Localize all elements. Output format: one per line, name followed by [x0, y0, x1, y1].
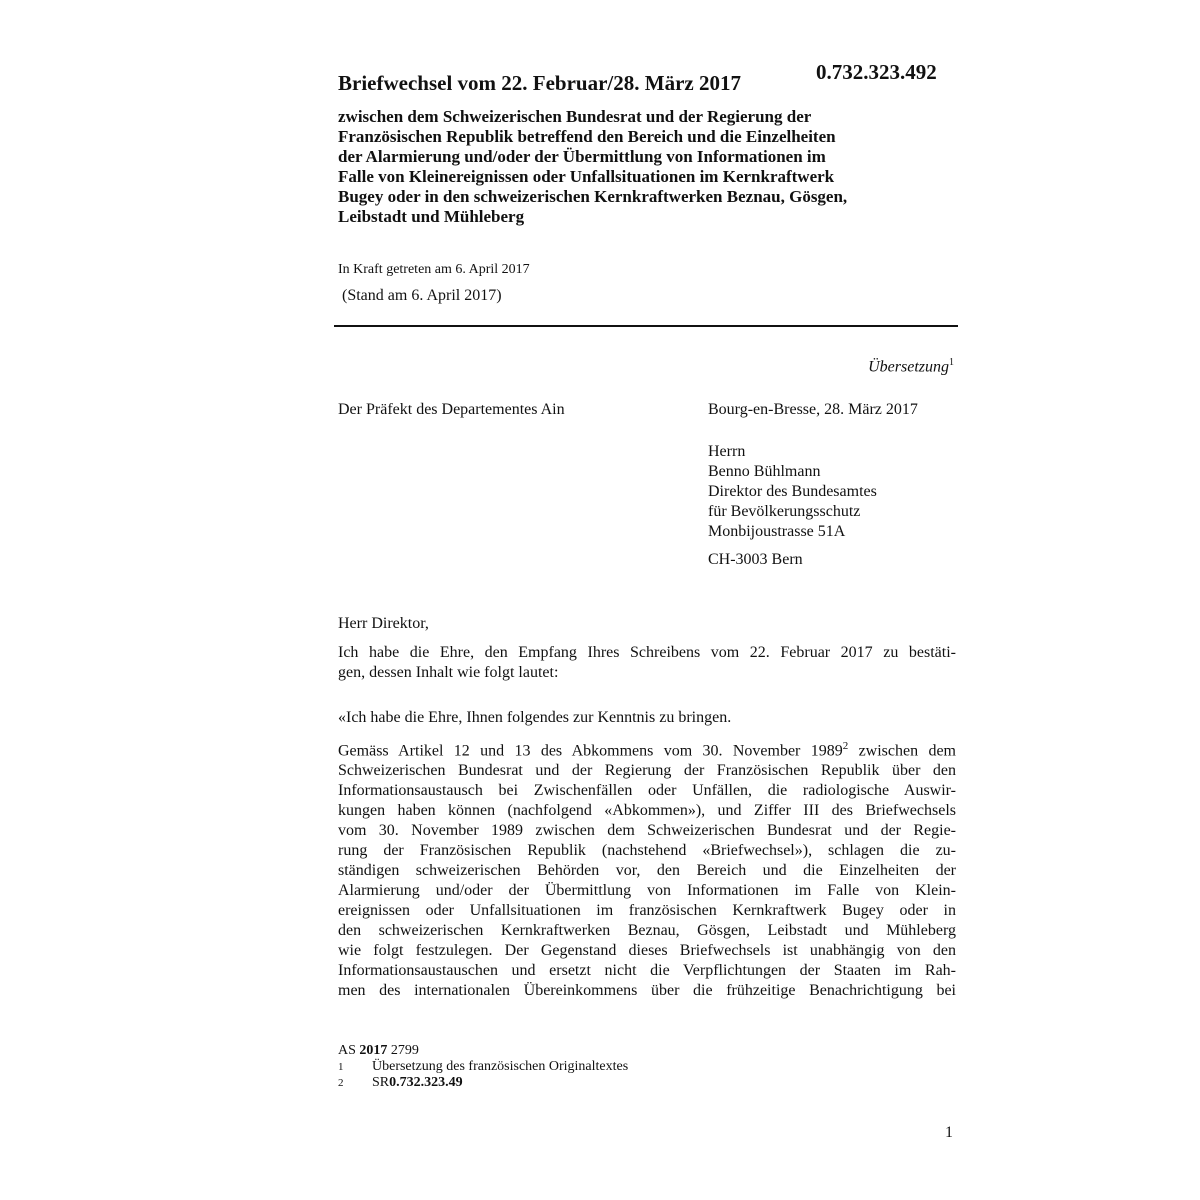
paragraph-line: ständigen schweizerischen Behörden vor, den Bereich und die Einzelheiten der	[338, 862, 956, 880]
official-collection-ref	[338, 1043, 628, 1059]
footnote-ref-1[interactable]: 1	[949, 357, 954, 368]
footnote-number: 2	[338, 1077, 344, 1089]
paragraph-line: rung der Französischen Republik (nachstehend «Briefwechsel»), schlagen die zu-	[338, 842, 956, 860]
paragraph-line	[338, 736, 956, 761]
footnote-text: SR	[372, 1075, 390, 1090]
footnote-1	[338, 1059, 628, 1075]
subtitle-line: der Alarmierung und/oder der Übermittlung von Informationen im	[338, 147, 826, 166]
recipient-line: für Bevölkerungsschutz	[708, 503, 861, 520]
translation-note	[868, 357, 954, 376]
footnote-ref-2[interactable]: 2	[842, 740, 849, 752]
paragraph-text: zwischen dem	[848, 742, 956, 760]
page-number: 1	[945, 1124, 953, 1141]
letter-sender: Der Präfekt des Departementes Ain	[338, 401, 565, 418]
paragraph-line: Informationsaustausch bei Zwischenfällen oder Unfällen, die radiologische Auswir-	[338, 782, 956, 800]
paragraph-line: Alarmierung und/oder der Übermittlung von Informationen im Falle von Klein-	[338, 882, 956, 900]
as-prefix: AS	[338, 1043, 356, 1058]
footnote-2	[338, 1075, 628, 1091]
recipient-line: Herrn	[708, 443, 746, 460]
paragraph-line: «Ich habe die Ehre, Ihnen folgendes zur Kenntnis zu bringen.	[338, 709, 732, 726]
paragraph-main	[338, 736, 956, 1001]
paragraph-acknowledgement	[338, 643, 956, 683]
footnote-number: 1	[338, 1061, 344, 1073]
paragraph-text: Gemäss Artikel 12 und 13 des Abkommens vom 30. November 1989	[338, 742, 843, 760]
recipient-line: Monbijoustrasse 51A	[708, 523, 846, 540]
subtitle-line: Leibstadt und Mühleberg	[338, 207, 525, 226]
letter-salutation: Herr Direktor,	[338, 615, 429, 632]
document-title: Briefwechsel vom 22. Februar/28. März 2017	[338, 71, 741, 95]
footnote-text: Übersetzung des französischen Originaltextes	[372, 1059, 629, 1074]
recipient-line: Benno Bühlmann	[708, 463, 821, 480]
status-date: (Stand am 6. April 2017)	[342, 287, 502, 304]
subtitle-line: Bugey oder in den schweizerischen Kernkraftwerken Beznau, Gösgen,	[338, 187, 848, 206]
paragraph-line: ereignissen oder Unfallsituationen im französischen Kernkraftwerk Bugey oder in	[338, 902, 956, 920]
paragraph-line: gen, dessen Inhalt wie folgt lautet:	[338, 664, 559, 681]
paragraph-line: men des internationalen Übereinkommens über die frühzeitige Benachrichtigung bei	[338, 982, 956, 1000]
paragraph-line: Schweizerischen Bundesrat und der Regierung der Französischen Republik über den	[338, 762, 956, 780]
subtitle-line: zwischen dem Schweizerischen Bundesrat und der Regierung der	[338, 107, 812, 126]
as-year: 2017	[359, 1043, 388, 1058]
footnote-area	[338, 1043, 628, 1091]
paragraph-line: Informationsaustauschen und ersetzt nicht die Verpflichtungen der Staaten im Rah-	[338, 962, 956, 980]
in-force-date: In Kraft getreten am 6. April 2017	[338, 262, 530, 277]
footnote-sr-link[interactable]: 0.732.323.49	[389, 1075, 463, 1090]
paragraph-line: vom 30. November 1989 zwischen dem Schweizerischen Bundesrat und der Regie-	[338, 822, 956, 840]
paragraph-line: kungen haben können (nachfolgend «Abkommen»), und Ziffer III des Briefwechsels	[338, 802, 956, 820]
paragraph-quote-intro	[338, 708, 956, 728]
sr-number: 0.732.323.492	[816, 60, 937, 84]
recipient-city: CH-3003 Bern	[708, 551, 803, 568]
paragraph-line: Ich habe die Ehre, den Empfang Ihres Schreibens vom 22. Februar 2017 zu bestäti-	[338, 644, 956, 661]
recipient-line: Direktor des Bundesamtes	[708, 483, 877, 500]
recipient-address	[708, 442, 877, 542]
document-subtitle	[338, 107, 978, 227]
letter-place-date: Bourg-en-Bresse, 28. März 2017	[708, 401, 918, 418]
as-page: 2799	[390, 1043, 419, 1058]
header-divider	[334, 325, 958, 327]
translation-label: Übersetzung	[868, 358, 949, 376]
subtitle-line: Französischen Republik betreffend den Bereich und die Einzelheiten	[338, 127, 836, 146]
paragraph-line: wie folgt festzulegen. Der Gegenstand dieses Briefwechsels ist unabhängig von den	[338, 942, 956, 960]
subtitle-line: Falle von Kleinereignissen oder Unfallsituationen im Kernkraftwerk	[338, 167, 835, 186]
paragraph-line: den schweizerischen Kernkraftwerken Beznau, Gösgen, Leibstadt und Mühleberg	[338, 922, 956, 940]
